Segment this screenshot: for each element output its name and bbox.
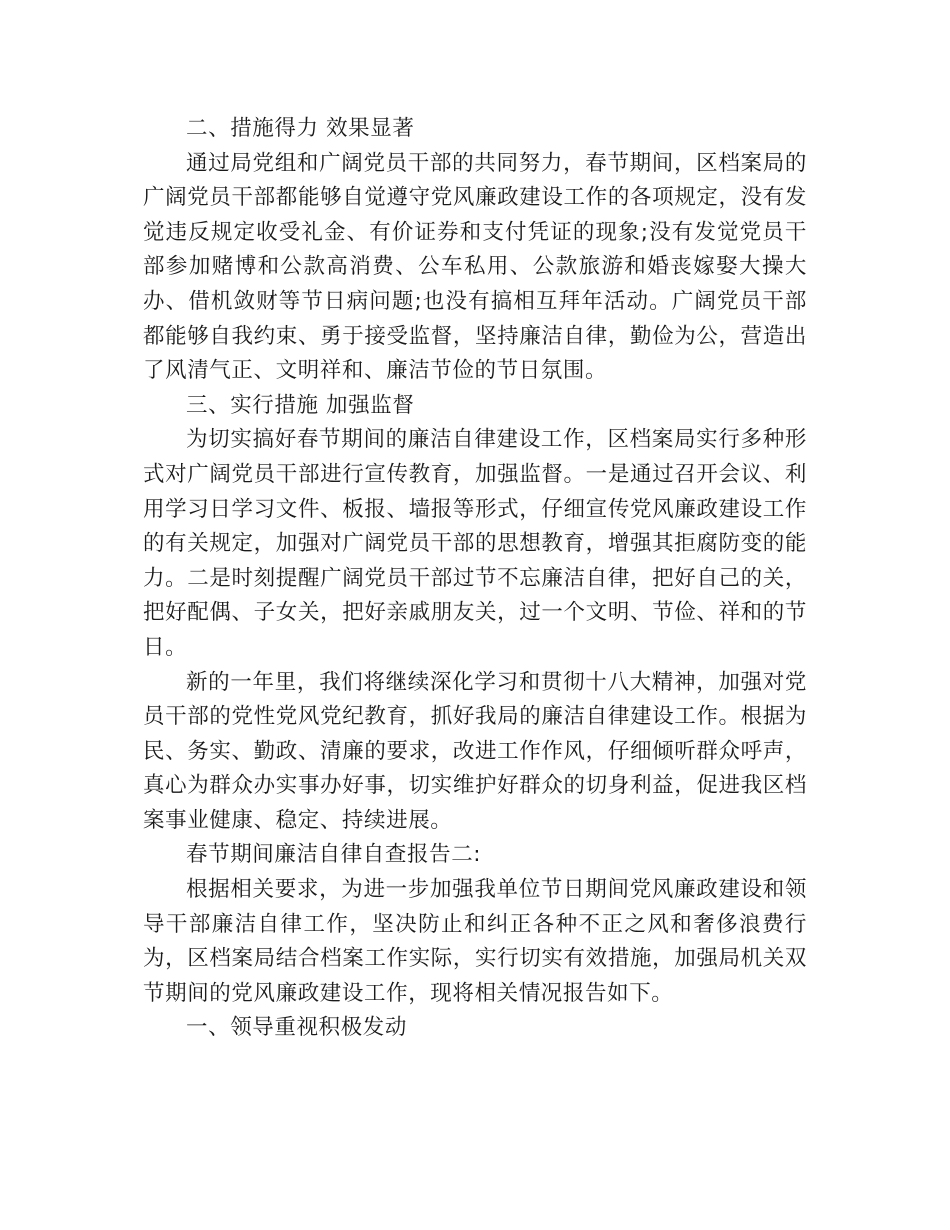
paragraph-report-two-intro: 根据相关要求，为进一步加强我单位节日期间党风廉政建设和领导干部廉洁自律工作，坚决防止和纠正各种不正之风和奢侈浪费行为，区档案局结合档案工作实际，实行切实有效措施，加强局机关双节期间的党风廉政建设工作，现将相关情况报告如下。 — [143, 877, 807, 1006]
document-page — [143, 112, 807, 1046]
section-heading-measures-effective: 二、措施得力 效果显著 — [186, 116, 415, 141]
report-two-title: 春节期间廉洁自律自查报告二: — [186, 842, 482, 868]
paragraph-results: 通过局党组和广阔党员干部的共同努力，春节期间，区档案局的广阔党员干部都能够自觉遵守党风廉政建设工作的各项规定，没有发觉违反规定收受礼金、有价证券和支付凭证的现象;没有发觉党员干部参加赌博和公款高消费、公车私用、公款旅游和婚丧嫁娶大操大办、借机敛财等节日病问题;也没有搞相互拜年活动。广阔党员干部都能够自我约束、勇于接受监督，坚持廉洁自律，勤俭为公，营造出了风清气正、文明祥和、廉洁节俭的节日氛围。 — [143, 150, 807, 384]
section-heading-leadership: 一、领导重视积极发动 — [186, 1015, 408, 1041]
section-heading-supervision: 三、实行措施 加强监督 — [186, 392, 415, 418]
paragraph-new-year-plan: 新的一年里，我们将继续深化学习和贯彻十八大精神，加强对党员干部的党性党风党纪教育，抓好我局的廉洁自律建设工作。根据为民、务实、勤政、清廉的要求，改进工作作风，仔细倾听群众呼声，真心为群众办实事办好事，切实维护好群众的切身利益，促进我区档案事业健康、稳定、持续进展。 — [143, 669, 807, 833]
paragraph-supervision: 为切实搞好春节期间的廉洁自律建设工作，区档案局实行多种形式对广阔党员干部进行宣传教育，加强监督。一是通过召开会议、利用学习日学习文件、板报、墙报等形式，仔细宣传党风廉政建设工作的有关规定，加强对广阔党员干部的思想教育，增强其拒腐防变的能力。二是时刻提醒广阔党员干部过节不忘廉洁自律，把好自己的关，把好配偶、子女关，把好亲戚朋友关，过一个文明、节俭、祥和的节日。 — [143, 427, 807, 660]
